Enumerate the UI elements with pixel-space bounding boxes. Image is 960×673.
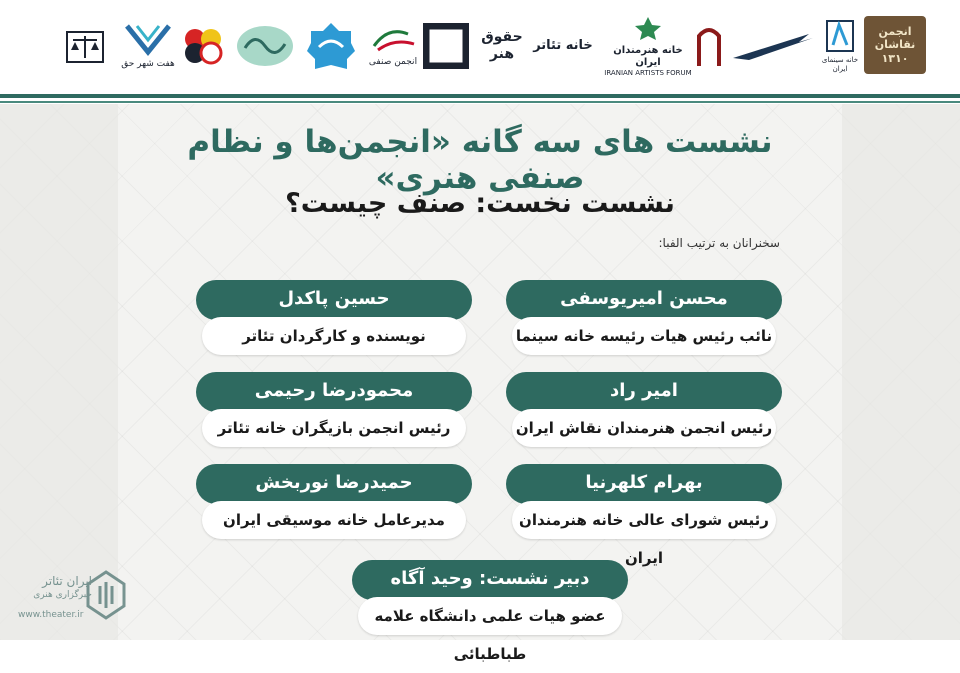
calligraphy-logo-green xyxy=(232,14,298,78)
brush-stroke-icon xyxy=(729,30,813,62)
logo-caption: هفت شهر حق xyxy=(121,59,175,70)
rosette-icon xyxy=(305,21,357,71)
logo-v-mark xyxy=(116,14,180,78)
partner-logos-bar xyxy=(0,0,960,92)
speaker-role: نویسنده و کارگردان تئاتر xyxy=(202,317,466,355)
square-logo xyxy=(420,14,472,78)
hearts-icon xyxy=(181,25,227,67)
speaker-card xyxy=(506,464,782,567)
secretary-card xyxy=(352,560,628,663)
secretary-name: دبیر نشست: وحید آگاه xyxy=(352,560,628,600)
forum-name: خانه هنرمندان ایران xyxy=(613,44,683,68)
watermark-subtitle: خبرگزاری هنری xyxy=(33,589,92,600)
khaneh-teatr-logo: خانه تئاتر xyxy=(533,38,593,54)
speaker-role: رئیس انجمن بازیگران خانه تئاتر xyxy=(202,409,466,447)
cinema-house-logo xyxy=(818,14,862,78)
poster-side-right xyxy=(842,104,960,640)
arch-logo xyxy=(694,14,724,78)
speaker-card xyxy=(506,372,782,450)
haft-shahr-hagh-logo xyxy=(56,14,114,78)
speaker-name: حمیدرضا نوربخش xyxy=(196,464,472,504)
square-frame-icon xyxy=(423,23,469,69)
speaker-name: محسن امیریوسفی xyxy=(506,280,782,320)
watermark-text xyxy=(22,574,92,601)
cinema-icon xyxy=(825,19,855,53)
header-divider-thin xyxy=(0,101,960,103)
flag-calligraphy-icon xyxy=(368,24,418,54)
speaker-name: محمودرضا رحیمی xyxy=(196,372,472,412)
speaker-name: حسین پاکدل xyxy=(196,280,472,320)
logo-caption: انجمن صنفی xyxy=(368,57,418,68)
star-icon xyxy=(633,15,663,41)
speaker-card xyxy=(196,464,472,542)
speakers-label: سخنرانان به ترتیب الفبا: xyxy=(658,236,780,250)
scales-icon xyxy=(63,26,107,66)
speaker-role: رئیس شورای عالی خانه هنرمندان ایران xyxy=(512,501,776,539)
calligraphy-icon xyxy=(235,24,295,68)
poster-subtitle: نشست نخست: صنف چیست؟ xyxy=(285,188,675,219)
speaker-card xyxy=(506,280,782,358)
secretary-role: عضو هیات علمی دانشگاه علامه طباطبائی xyxy=(358,597,622,635)
v-mark-icon xyxy=(123,22,173,56)
theater-mark-icon xyxy=(86,570,126,620)
poster-title: نشست های سه گانه «انجمن‌ها و نظام صنفی هنری» xyxy=(187,124,773,196)
iran-theater-watermark xyxy=(18,560,138,630)
speaker-role: مدیرعامل خانه موسیقی ایران xyxy=(202,501,466,539)
painters-association-logo: انجمن نقاشان ۱۳۱۰ xyxy=(864,16,926,74)
speaker-name: امیر راد xyxy=(506,372,782,412)
hearts-logo xyxy=(178,14,230,78)
hoghoogh-honar-logo: حقوق هنر xyxy=(481,29,523,62)
anjoman-logo xyxy=(362,14,424,78)
forum-name-en: IRANIAN ARTISTS FORUM xyxy=(604,68,692,77)
watermark-url: www.theater.ir xyxy=(18,610,84,620)
speaker-role: نائب رئیس هیات رئیسه خانه سینما xyxy=(512,317,776,355)
logo-caption: خانه سینمای ایران xyxy=(821,56,859,73)
speaker-name: بهرام کلهرنیا xyxy=(506,464,782,504)
calligraphy-logo-blue xyxy=(302,14,360,78)
speaker-card xyxy=(196,372,472,450)
iranian-artists-forum-logo xyxy=(600,14,696,78)
watermark-title: ایران تئاتر xyxy=(42,574,92,588)
speaker-role: رئیس انجمن هنرمندان نقاش ایران xyxy=(512,409,776,447)
brush-logo xyxy=(726,14,816,78)
arch-icon xyxy=(696,24,722,68)
header-divider xyxy=(0,94,960,98)
speaker-card xyxy=(196,280,472,358)
